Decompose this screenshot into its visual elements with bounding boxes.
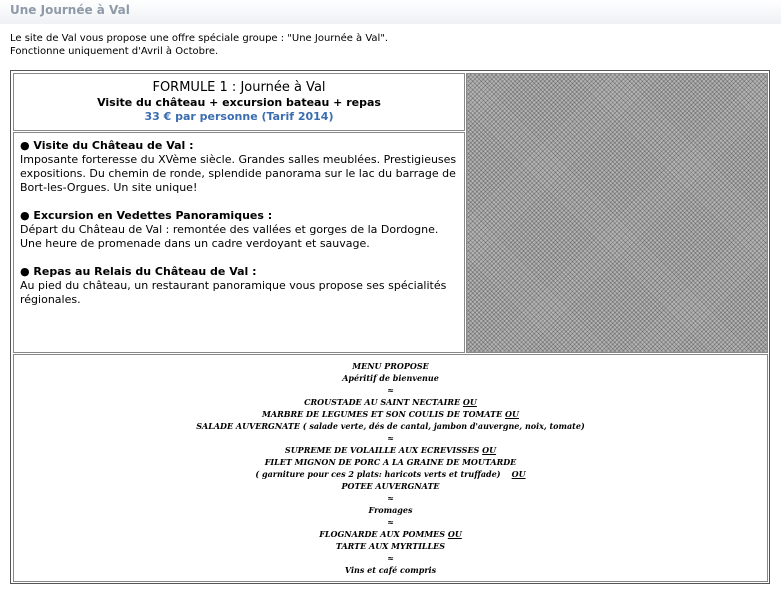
- dish-name: FLOGNARDE AUX POMMES: [319, 529, 446, 539]
- or-word: OU: [505, 409, 519, 419]
- menu-main-1: [14, 444, 767, 456]
- menu-cell: [13, 354, 768, 582]
- menu-aperitif: Apéritif de bienvenue: [342, 373, 439, 383]
- menu-heading: MENU PROPOSE: [352, 361, 429, 371]
- page-title: Une Journée à Val: [10, 3, 130, 17]
- menu-separator: ≈: [387, 493, 394, 503]
- menu-cheese: Fromages: [368, 505, 413, 515]
- or-word: OU: [482, 445, 497, 455]
- menu-separator: ≈: [387, 385, 394, 395]
- menu-main-3: POTEE AUVERGNATE: [341, 481, 440, 491]
- section-text-visite: Imposante forteresse du XVème siècle. Grandes salles meublées. Prestigieuses expositions. Du chemin de ronde, splendide panorama sur le lac du barrage de Bort-les-Orgues. Un site unique!: [20, 153, 457, 194]
- menu-separator: ≈: [387, 517, 394, 527]
- menu-starter-1: [14, 396, 767, 408]
- offer-table: [10, 70, 770, 584]
- menu-dessert-2: TARTE AUX MYRTILLES: [335, 541, 446, 551]
- menu-starter-3: SALADE AUVERGNATE ( salade verte, dés de cantal, jambon d'auvergne, noix, tomate): [196, 421, 585, 431]
- menu-separator: ≈: [387, 553, 394, 563]
- description-cell: [13, 132, 465, 353]
- section-title-visite: ● Visite du Château de Val :: [20, 139, 194, 152]
- dish-name: CROUSTADE AU SAINT NECTAIRE: [304, 397, 461, 407]
- garnish-note: ( garniture pour ces 2 plats: haricots verts et truffade): [255, 469, 501, 479]
- section-text-excursion: Départ du Château de Val : remontée des vallées et gorges de la Dordogne. Une heure de promenade dans un cadre verdoyant et sauvage.: [20, 223, 439, 250]
- menu-dessert-1: [14, 528, 767, 540]
- menu-separator: ≈: [387, 433, 394, 443]
- menu-drinks: Vins et café compris: [344, 565, 437, 575]
- or-word: OU: [462, 397, 477, 407]
- menu-starter-2: [14, 408, 767, 420]
- formula-header-cell: [13, 73, 465, 131]
- formula-price: 33 € par personne (Tarif 2014): [144, 110, 334, 123]
- formula-title: FORMULE 1 : Journée à Val: [152, 80, 326, 95]
- formula-subtitle: Visite du château + excursion bateau + repas: [97, 96, 381, 109]
- dish-name: SUPREME DE VOLAILLE AUX ECREVISSES: [284, 445, 480, 455]
- section-text-repas: Au pied du château, un restaurant panoramique vous propose ses spécialités régionales.: [20, 279, 447, 306]
- menu-main-2-note: [14, 468, 767, 480]
- menu-main-2: FILET MIGNON DE PORC A LA GRAINE DE MOUTARDE: [264, 457, 517, 467]
- chateau-photo: [466, 73, 768, 353]
- section-title-excursion: ● Excursion en Vedettes Panoramiques :: [20, 209, 273, 222]
- dish-name: MARBRE DE LEGUMES ET SON COULIS DE TOMATE: [262, 409, 503, 419]
- section-spacer: [20, 251, 458, 265]
- intro-line-1: Le site de Val vous propose une offre spéciale groupe : "Une Journée à Val".: [10, 33, 389, 44]
- section-spacer: [20, 195, 458, 209]
- intro-line-2: Fonctionne uniquement d'Avril à Octobre.: [10, 46, 219, 57]
- section-title-repas: ● Repas au Relais du Château de Val :: [20, 265, 257, 278]
- intro-text: [10, 32, 388, 58]
- or-word: OU: [511, 469, 526, 479]
- or-word: OU: [447, 529, 462, 539]
